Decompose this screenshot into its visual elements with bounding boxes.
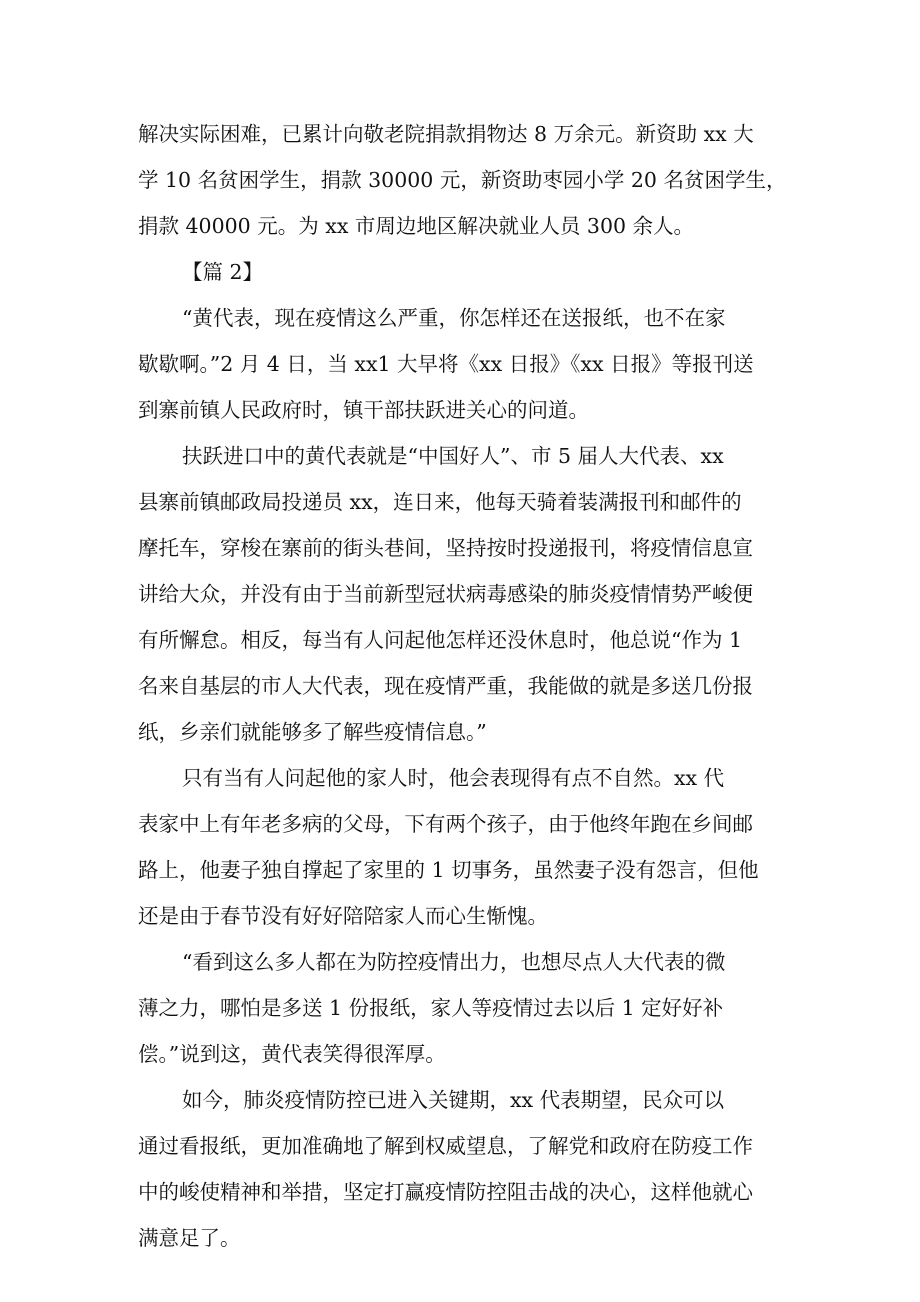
- text-line: “黄代表，现在疫情这么严重，你怎样还在送报纸，也不在家: [182, 306, 726, 330]
- paragraph-quote-2: [138, 939, 788, 1077]
- text-line: 有所懈怠。相反，每当有人问起他怎样还没休息时，他总说“作为 1: [138, 628, 743, 652]
- paragraph-quote-1: [138, 295, 788, 433]
- text-line: 通过看报纸，更加准确地了解到权威望息，了解党和政府在防疫工作: [138, 1134, 753, 1158]
- text-line: 偿。”说到这，黄代表笑得很浑厚。: [138, 1042, 446, 1066]
- section-heading: [138, 249, 788, 295]
- text-line: 路上，他妻子独自撑起了家里的 1 切事务，虽然妻子没有怨言，但他: [138, 858, 759, 882]
- text-line: 中的峻使精神和举措，坚定打赢疫情防控阻击战的决心，这样他就心: [138, 1180, 753, 1204]
- document-body: [138, 111, 788, 1261]
- text-line: 讲给大众，并没有由于当前新型冠状病毒感染的肺炎疫情情势严峻便: [138, 582, 753, 606]
- text-line: “看到这么多人都在为防控疫情出力，也想尽点人大代表的微: [182, 950, 726, 974]
- text-line: 解决实际困难，已累计向敬老院捐款捐物达 8 万余元。新资助 xx 大: [138, 122, 754, 146]
- text-line: 扶跃进口中的黄代表就是“中国好人”、市 5 届人大代表、xx: [182, 444, 724, 468]
- paragraph-donations: [138, 111, 788, 249]
- text-line: 还是由于春节没有好好陪陪家人而心生惭愧。: [138, 904, 548, 928]
- text-line: 表家中上有年老多病的父母，下有两个孩子，由于他终年跑在乡间邮: [138, 812, 753, 836]
- text-line: 歇歇啊。”2 月 4 日，当 xx1 大早将《xx 日报》《xx 日报》等报刊送: [138, 352, 754, 376]
- text-line: 到寨前镇人民政府时，镇干部扶跃进关心的问道。: [138, 398, 589, 422]
- paragraph-conclusion: [138, 1077, 788, 1261]
- text-line: 只有当有人问起他的家人时，他会表现得有点不自然。xx 代: [182, 766, 725, 790]
- text-line: 县寨前镇邮政局投递员 xx，连日来，他每天骑着装满报刊和邮件的: [138, 490, 742, 514]
- text-line: 满意足了。: [138, 1226, 241, 1250]
- text-line: 如今，肺炎疫情防控已进入关键期，xx 代表期望，民众可以: [182, 1088, 725, 1112]
- text-line: 捐款 40000 元。为 xx 市周边地区解决就业人员 300 余人。: [138, 214, 695, 238]
- text-line: 名来自基层的市人大代表，现在疫情严重，我能做的就是多送几份报: [138, 674, 753, 698]
- text-line: 纸，乡亲们就能够多了解些疫情信息。”: [138, 720, 487, 744]
- paragraph-family: [138, 755, 788, 939]
- text-line: 【篇 2】: [182, 260, 264, 284]
- text-line: 摩托车，穿梭在寨前的街头巷间，坚持按时投递报刊，将疫情信息宣: [138, 536, 753, 560]
- text-line: 薄之力，哪怕是多送 1 份报纸，家人等疫情过去以后 1 定好好补: [138, 996, 724, 1020]
- text-line: 学 10 名贫困学生，捐款 30000 元，新资助枣园小学 20 名贫困学生，: [138, 168, 787, 192]
- paragraph-description: [138, 433, 788, 755]
